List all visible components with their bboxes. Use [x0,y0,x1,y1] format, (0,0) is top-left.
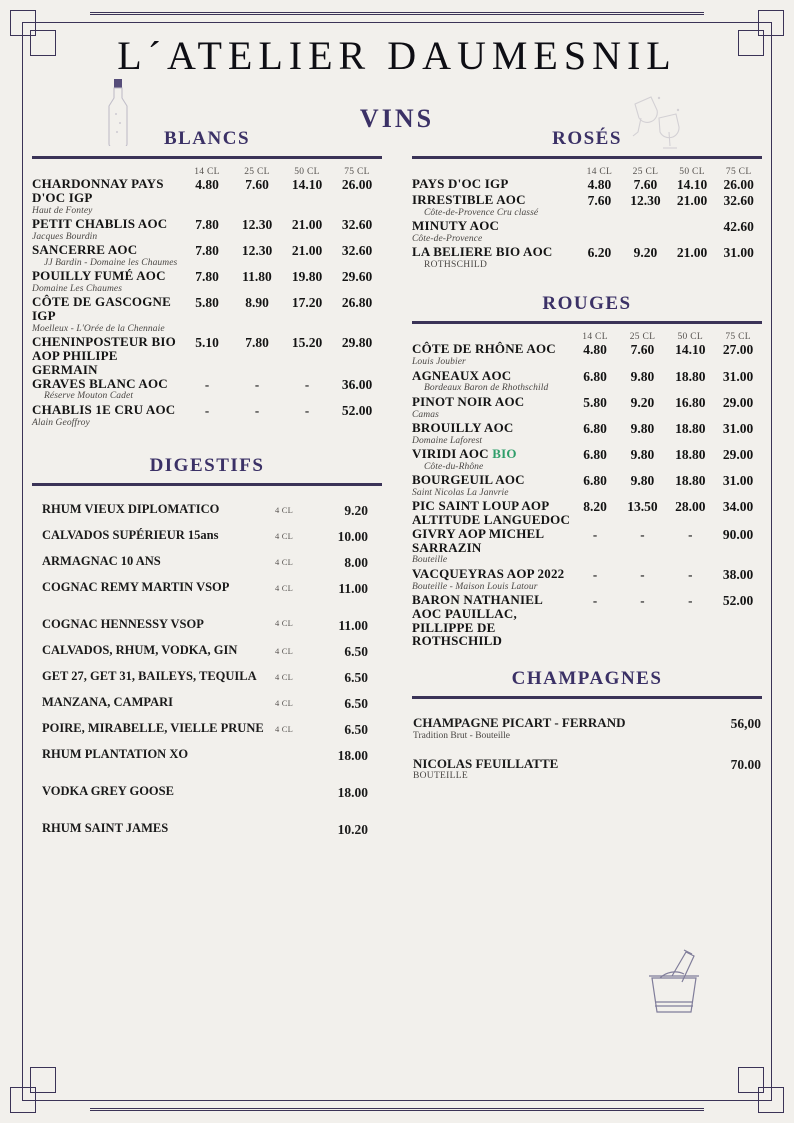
price-75cl: 31.00 [722,473,754,489]
col-header-14cl: 14 CL [586,167,613,177]
col-header-25cl: 25 CL [629,332,656,343]
price-25cl: 12.30 [630,193,661,208]
table-row [32,335,382,376]
item-measure: 4 CL [275,582,294,593]
item-name: SANCERRE AOC [32,242,138,258]
list-item [32,713,382,739]
list-item [412,707,762,743]
price-75cl: 52.00 [722,593,754,609]
item-measure: 4 CL [275,556,294,567]
price-50cl: - [688,526,693,542]
price-14cl: 7.80 [195,216,219,232]
price-25cl: - [640,593,645,609]
list-item [32,661,382,687]
item-name: MINUTY AOC [412,218,500,234]
section-title-blancs: BLANCS [163,128,251,149]
price-75cl: 31.00 [723,245,754,261]
price-75cl: 90.00 [722,526,754,542]
price-50cl: - [688,593,693,609]
price-25cl: 7.80 [245,335,269,351]
price-75cl: 32.60 [341,216,373,232]
item-name: CHENINPOSTEUR BIO AOP PHILIPE GERMAIN [32,334,176,377]
section-rule-blancs [32,156,382,159]
item-name: POIRE, MIRABELLE, VIELLE PRUNE [42,720,264,735]
table-row [412,527,762,567]
price-75cl: 32.60 [341,243,373,259]
item-subtitle: Saint Nicolas La Janvrie [412,488,509,499]
item-price: 9.20 [344,502,368,518]
table-row [412,395,762,421]
item-subtitle: Domaine Les Chaumes [32,284,123,294]
table-row [412,193,762,219]
price-25cl: 13.50 [627,499,658,515]
item-name: LA BELIERE BIO AOC [412,244,553,260]
price-75cl: 29.00 [722,447,754,463]
list-item [32,739,382,765]
section-title-rouges: ROUGES [542,293,632,315]
item-name: PETIT CHABLIS AOC [32,215,168,231]
price-14cl: 7.60 [587,193,612,208]
table-row [412,593,762,648]
item-subtitle: Domaine Laforest [412,435,483,446]
table-row [412,447,762,473]
item-name: COGNAC REMY MARTIN VSOP [42,579,230,594]
item-name: VACQUEYRAS AOP 2022 [412,565,565,581]
section-title-champagnes: CHAMPAGNES [511,668,663,690]
item-name: PAYS D'OC IGP [412,176,509,191]
section-rule-digestifs [32,483,382,486]
price-50cl: - [304,402,310,418]
price-25cl: 9.20 [630,394,655,410]
price-25cl: - [640,566,645,582]
table-row [32,177,382,217]
price-50cl: 19.80 [291,269,323,285]
table-champagnes [412,707,762,782]
price-50cl: 14.10 [675,342,706,358]
price-25cl: - [640,526,645,542]
list-item [32,802,382,839]
list-item [32,635,382,661]
col-header-50cl: 50 CL [679,167,705,177]
price-14cl: 5.10 [195,335,219,351]
price-14cl: 4.80 [587,177,612,192]
col-header-75cl: 75 CL [344,167,370,177]
col-header-75cl: 75 CL [725,332,751,343]
price-50cl: 21.00 [676,193,708,208]
price-25cl [622,219,669,245]
price-14cl: - [592,566,598,582]
table-row [32,243,382,269]
item-name: VIRIDI AOC [412,446,493,462]
col-header-50cl: 50 CL [294,167,320,177]
table-digestifs [32,494,382,839]
right-column [412,128,762,783]
price-14cl: 7.80 [195,269,219,285]
price-50cl: 18.80 [675,368,706,384]
item-name: CHAMPAGNE PICART - FERRAND [413,715,626,731]
price-14cl: 6.80 [583,368,607,384]
col-header-14cl: 14 CL [582,332,608,343]
price-75cl: 26.00 [341,177,373,192]
item-name: RHUM PLANTATION XO [42,746,189,761]
price-14cl: 7.80 [195,243,219,259]
table-row [32,403,382,429]
price-14cl: 4.80 [195,177,219,192]
item-name: VODKA GREY GOOSE [42,783,174,798]
price-50cl: 14.10 [676,177,708,192]
item-subtitle: Bouteille - Maison Louis Latour [412,581,538,592]
price-14cl: 8.20 [583,499,607,515]
item-price: 56,00 [730,716,761,732]
price-75cl: 26.80 [341,295,373,311]
price-50cl: 18.80 [675,420,706,436]
price-50cl: 18.80 [675,447,706,463]
item-subtitle: Côte-de-Provence Cru classé [424,207,539,218]
price-25cl: 7.60 [633,177,658,192]
section-rouges [412,293,762,648]
table-row [412,421,762,447]
col-header-25cl: 25 CL [244,167,270,177]
price-75cl: 42.60 [723,219,754,235]
price-25cl: - [254,376,260,392]
item-price: 70.00 [730,756,761,772]
list-item [412,743,762,783]
price-25cl: 9.80 [630,420,655,436]
section-title-roses: ROSÉS [552,128,622,149]
price-14cl: 6.80 [583,447,607,463]
list-item [32,598,382,635]
item-subtitle: Bordeaux Baron de Rhothschild [424,383,549,394]
item-subtitle: BOUTEILLE [413,771,468,782]
item-measure: 4 CL [275,504,294,515]
item-name: MANZANA, CAMPARI [42,694,173,709]
table-row [32,217,382,243]
price-75cl: 34.00 [722,499,754,515]
item-name: BOURGEUIL AOC [412,472,525,488]
price-14cl: 5.80 [195,295,219,311]
item-subtitle: Bouteille [412,555,448,566]
item-subtitle: Jacques Bourdin [32,231,98,242]
item-name: GIVRY AOP MICHEL SARRAZIN [412,525,544,555]
item-price: 6.50 [344,669,368,685]
col-header-50cl: 50 CL [677,332,704,343]
item-name: AGNEAUX AOC [412,367,512,383]
item-price: 11.00 [338,617,368,633]
price-25cl: 7.60 [245,177,269,192]
price-25cl: 7.60 [630,342,655,358]
table-row [412,473,762,499]
table-row [32,269,382,295]
price-50cl: 15.20 [291,335,323,351]
item-price: 6.50 [344,721,368,737]
item-measure: 4 CL [275,723,294,734]
price-25cl: 12.30 [241,216,273,232]
price-50cl: 14.10 [291,177,323,192]
item-measure [274,739,320,765]
list-item [32,687,382,713]
section-champagnes [412,668,762,782]
price-75cl: 29.80 [341,335,373,351]
table-blancs [32,167,382,429]
price-25cl: 9.80 [630,368,655,384]
table-row [412,342,762,368]
list-item [32,765,382,802]
section-digestifs [32,455,382,839]
item-measure: 4 CL [275,645,294,656]
table-row [412,567,762,593]
item-subtitle: Alain Geoffroy [32,417,90,428]
item-name: CHARDONNAY PAYS D'OC IGP [32,176,164,205]
price-50cl: 21.00 [291,243,323,259]
item-subtitle: Moelleux - L'Orée de la Chennaie [32,323,165,334]
price-50cl: 21.00 [676,245,708,261]
item-name: NICOLAS FEUILLATTE [413,755,559,771]
item-subtitle: ROTHSCHILD [424,260,488,271]
price-75cl: 38.00 [722,566,754,582]
price-50cl: 28.00 [675,499,706,515]
item-name: PIC SAINT LOUP AOP ALTITUDE LANGUEDOC [412,498,571,528]
price-14cl: - [592,526,598,542]
item-name: CALVADOS SUPÉRIEUR 15ans [42,527,219,542]
price-14cl: - [592,593,598,609]
item-subtitle: Camas [412,409,439,420]
price-75cl: 29.60 [341,269,373,285]
item-name: RHUM SAINT JAMES [42,820,169,835]
item-price: 6.50 [344,643,368,659]
item-price: 18.00 [337,747,368,763]
left-column [32,128,382,839]
price-50cl: - [688,566,693,582]
item-name: POUILLY FUMÉ AOC [32,268,166,284]
item-name: BROUILLY AOC [412,419,514,435]
price-50cl: - [304,376,310,392]
item-price: 6.50 [344,695,368,711]
col-header-25cl: 25 CL [632,167,659,177]
table-row [412,177,762,193]
price-14cl: - [204,376,210,392]
item-name: RHUM VIEUX DIPLOMATICO [42,501,220,516]
item-price: 10.00 [337,528,368,544]
item-price: 10.20 [337,821,368,837]
price-50cl: 16.80 [675,394,706,410]
section-rule-rouges [412,321,762,324]
item-name: IRRESTIBLE AOC [412,192,526,207]
price-14cl: 6.80 [583,473,607,489]
item-subtitle: Réserve Mouton Cadet [44,391,134,402]
table-row [412,245,762,271]
col-header-14cl: 14 CL [194,167,220,177]
price-14cl: - [204,402,210,418]
price-14cl: 5.80 [583,394,607,410]
item-subtitle: Tradition Brut - Bouteille [413,731,511,742]
list-item [32,572,382,598]
item-name: GET 27, GET 31, BAILEYS, TEQUILA [42,668,257,683]
list-item [32,546,382,572]
item-name: CHABLIS 1E CRU AOC [32,401,176,417]
page-title: L´ATELIER DAUMESNIL [117,33,677,78]
table-row [412,499,762,527]
price-50cl [669,219,716,245]
price-14cl [577,219,622,245]
item-name: ARMAGNAC 10 ANS [42,553,161,568]
price-75cl: 32.60 [723,193,754,208]
price-50cl: 21.00 [291,216,323,232]
item-name: PINOT NOIR AOC [412,393,525,409]
item-name: COGNAC HENNESSY VSOP [42,616,204,631]
price-75cl: 52.00 [341,402,373,418]
item-measure: 4 CL [275,530,294,541]
item-subtitle: Côte-du-Rhône [424,461,484,472]
item-price: 18.00 [337,784,368,800]
price-75cl: 31.00 [722,420,754,436]
price-25cl: 9.80 [630,473,655,489]
price-75cl: 27.00 [722,342,754,358]
section-rule-champagnes [412,696,762,699]
item-measure: 4 CL [275,671,294,682]
item-subtitle: Louis Joubier [412,357,466,368]
item-price: 8.00 [344,554,368,570]
item-subtitle: Côte-de-Provence [412,233,483,244]
menu-body [24,0,770,1123]
table-roses [412,167,762,271]
price-75cl: 26.00 [723,177,754,192]
item-subtitle: JJ Bardin - Domaine les Chaumes [44,257,178,268]
price-25cl: 8.90 [245,295,269,311]
price-50cl: 18.80 [675,473,706,489]
list-item [32,494,382,520]
section-title-digestifs: DIGESTIFS [149,454,265,476]
table-row [412,369,762,395]
list-item [32,520,382,546]
price-14cl: 4.80 [583,342,607,358]
item-name: CÔTE DE GASCOGNE IGP [32,294,172,324]
price-25cl: - [254,402,260,418]
price-75cl: 36.00 [341,376,373,392]
item-name: CÔTE DE RHÔNE AOC [412,341,556,357]
item-measure: 4 CL [275,697,294,708]
price-25cl: 12.30 [241,243,273,259]
item-name: BARON NATHANIEL AOC PAUILLAC, PILLIPPE DE ROTHSCHILD [412,592,543,649]
price-50cl: 17.20 [291,295,323,311]
price-75cl: 29.00 [722,394,754,410]
main-heading-vins: VINS [359,104,435,133]
item-name: GRAVES BLANC AOC [32,375,168,391]
price-75cl: 31.00 [722,368,754,384]
table-row [32,295,382,335]
item-price: 11.00 [338,580,368,596]
table-row [412,219,762,245]
price-25cl: 11.80 [242,269,272,285]
item-subtitle: Haut de Fontey [32,205,93,216]
table-rouges [412,332,762,648]
price-25cl: 9.20 [633,245,658,261]
price-25cl: 9.80 [630,447,655,463]
price-14cl: 6.80 [583,420,607,436]
table-row [32,377,382,403]
item-measure: 4 CL [275,617,294,628]
item-measure [274,765,320,802]
item-name: CALVADOS, RHUM, VODKA, GIN [42,642,238,657]
item-measure [274,802,320,839]
bio-badge: BIO [492,446,517,462]
price-14cl: 6.20 [587,245,612,261]
section-rule-roses [412,156,762,159]
col-header-75cl: 75 CL [725,167,752,177]
